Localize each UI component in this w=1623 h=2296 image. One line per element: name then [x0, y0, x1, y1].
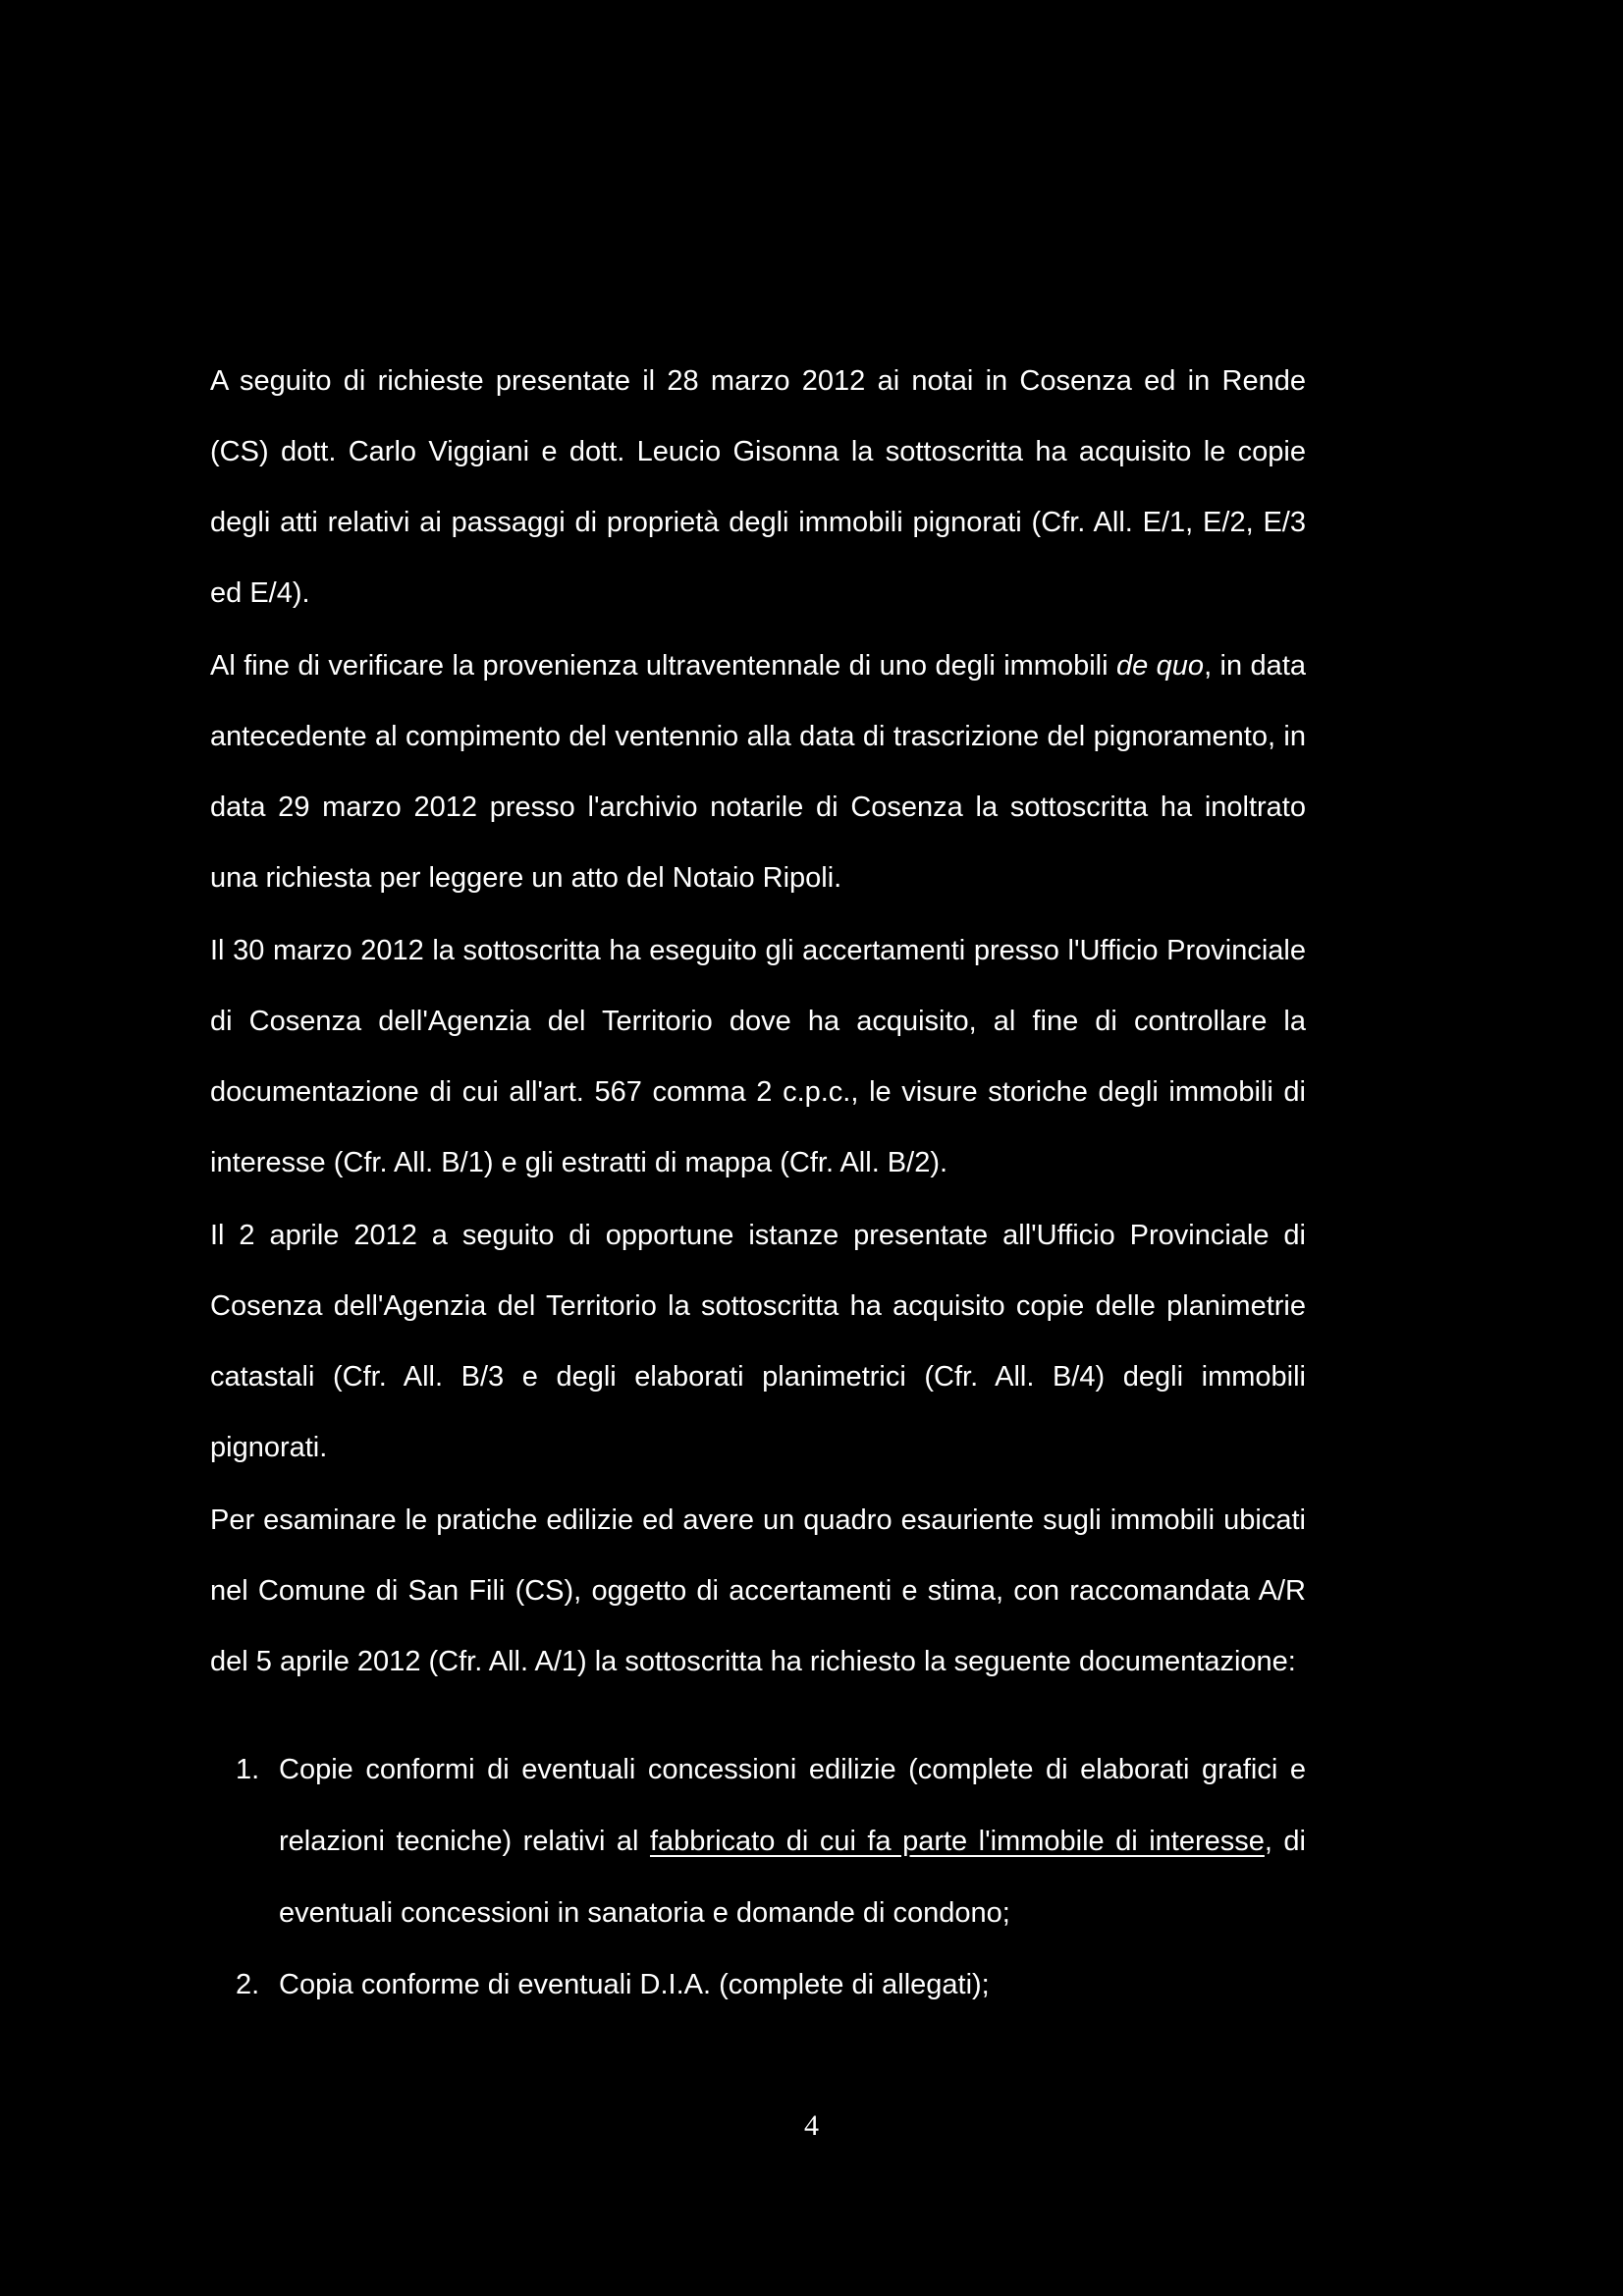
paragraph-land-registry-checks	[210, 915, 1306, 1198]
list-item-text: Copia conforme di eventuali D.I.A. (complete di allegati);	[279, 1969, 990, 2000]
paragraph-notarial-requests	[210, 346, 1306, 629]
page-number: 4	[804, 2109, 819, 2142]
paragraph-text: Il 2 aprile 2012 a seguito di opportune istanze presentate all'Ufficio Provinciale di Cosenza dell'Agenzia del Territorio la sottoscritta ha acquisito copie delle planimetrie catastali (Cfr. All. B/3 e degli elaborati planimetrici (Cfr. All. B/4) degli immobili pignorati.	[210, 1220, 1306, 1463]
list-item	[210, 1734, 1306, 1949]
paragraph-text: Il 30 marzo 2012 la sottoscritta ha eseguito gli accertamenti presso l'Ufficio Provinciale di Cosenza dell'Agenzia del Territorio dove ha acquisito, al fine di controllare la documentazione di cui all'art. 567 comma 2 c.p.c., le visure storiche degli immobili di interesse (Cfr. All. B/1) e gli estratti di mappa (Cfr. All. B/2).	[210, 935, 1306, 1178]
paragraph-building-practices-request	[210, 1485, 1306, 1697]
paragraph-text: A seguito di richieste presentate il 28 marzo 2012 ai notai in Cosenza ed in Rende (CS) dott. Carlo Viggiani e dott. Leucio Gisonna la sottoscritta ha acquisito le copie degli atti relativi ai passaggi di proprietà degli immobili pignorati (Cfr. All. E/1, E/2, E/3 ed E/4).	[210, 365, 1306, 609]
list-item-underlined-text: fabbricato di cui fa parte l'immobile di interesse	[649, 1826, 1265, 1857]
list-item-text-before: Copie conformi di eventuali concessioni edilizie (complete di elaborati grafici e relazioni tecniche) relativi al	[279, 1754, 1306, 1857]
document-body	[210, 346, 1306, 2021]
paragraph-provenance-check	[210, 630, 1306, 913]
list-item-number: 1.	[236, 1754, 260, 1785]
requested-documents-list	[210, 1734, 1306, 2021]
paragraph-text-after: , in data antecedente al compimento del ventennio alla data di trascrizione del pignoramento, in data 29 marzo 2012 presso l'archivio notarile di Cosenza la sottoscritta ha inoltrato una richiesta per leggere un atto del Notaio Ripoli.	[210, 650, 1306, 894]
list-item	[210, 1949, 1306, 2021]
paragraph-text-before: Al fine di verificare la provenienza ultraventennale di uno degli immobili	[210, 650, 1116, 682]
paragraph-text: Per esaminare le pratiche edilizie ed avere un quadro esauriente sugli immobili ubicati nel Comune di San Fili (CS), oggetto di accertamenti e stima, con raccomandata A/R del 5 aprile 2012 (Cfr. All. A/1) la sottoscritta ha richiesto la seguente documentazione:	[210, 1504, 1306, 1677]
paragraph-cadastral-plans	[210, 1200, 1306, 1483]
list-item-text-after: , di eventuali concessioni in sanatoria e domande di condono;	[279, 1826, 1306, 1929]
list-item-number: 2.	[236, 1969, 260, 2000]
latin-phrase: de quo	[1115, 650, 1205, 682]
